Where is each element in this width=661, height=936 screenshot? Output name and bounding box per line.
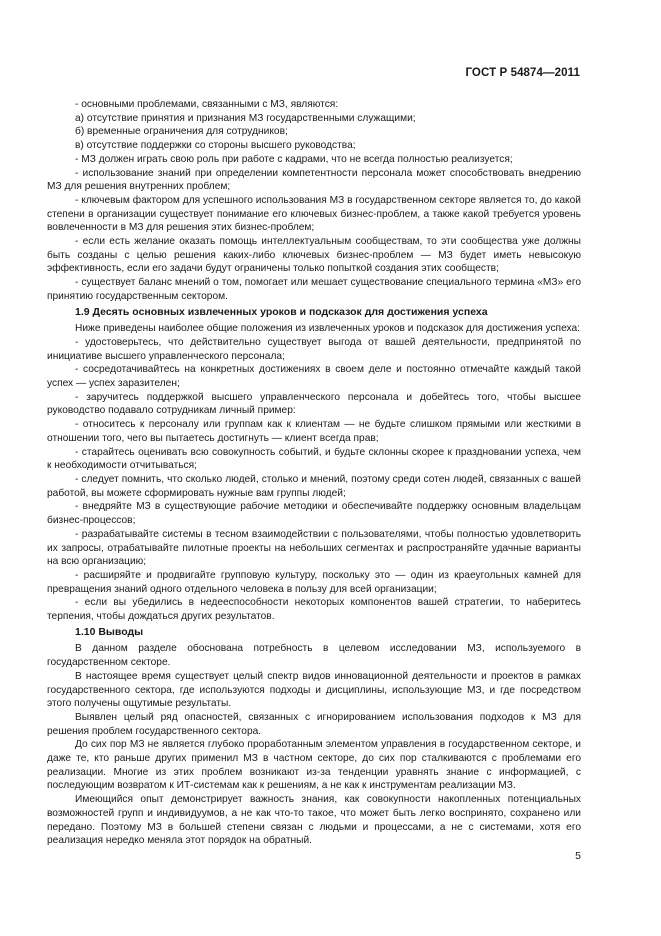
page-number: 5 [575, 850, 581, 862]
paragraph: Имеющийся опыт демонстрирует важность знания, как совокупности накопленных потенциальных возможностей групп и индивидуумов, а не как что-то такое, что может быть легко воспринято, сохранено или передано. Поэтому МЗ в большей степени связан с людьми и процессами, а не с системами, хотя его реализация нередко меняла этот порядок на обратный. [47, 794, 581, 847]
list-item: - разрабатывайте системы в тесном взаимодействии с пользователями, чтобы полностью удовлетворить их запросы, отрабатывайте пилотные проекты на небольших сегментах и распространяйте удачные варианты на всю организацию; [47, 528, 581, 568]
section-heading-1-10: 1.10 Выводы [75, 625, 144, 638]
list-item: б) временные ограничения для сотрудников; [75, 126, 288, 138]
paragraph: В данном разделе обоснована потребность в целевом исследовании МЗ, используемого в государственном секторе. [47, 643, 581, 669]
list-item: - если вы убедились в недееспособности некоторых компонентов вашей стратегии, то наберитесь терпения, чтобы дождаться других результатов. [47, 597, 581, 623]
paragraph: До сих пор МЗ не является глубоко проработанным элементом управления в государственном секторе, и даже те, кто раньше других применил МЗ в частном секторе, до сих пор сталкиваются с проблемами его реализации. Многие из этих проблем возникают из-за тенденции уравнять знание с информацией, с последующим возвратом к ИТ-системам как к решениям, а не как к инструментам реализации МЗ. [47, 739, 581, 792]
list-item: - следует помнить, что сколько людей, столько и мнений, поэтому среди сотен людей, связанных с вашей работой, вы можете сформировать нужные вам группы людей; [47, 473, 581, 499]
list-item: - существует баланс мнений о том, помогает или мешает существование специального термина «МЗ» его принятию государственным сектором. [47, 277, 581, 302]
paragraph: Выявлен целый ряд опасностей, связанных с игнорированием использования подходов к МЗ для решения проблем государственного сектора. [47, 711, 581, 737]
list-item: - расширяйте и продвигайте групповую культуру, поскольку это — один из краеугольных камней для превращения знаний одного отдельного человека в пользу для всей организации; [47, 569, 581, 595]
list-item: - основными проблемами, связанными с МЗ, являются: [75, 99, 339, 110]
document-header: ГОСТ Р 54874—2011 [465, 67, 580, 79]
list-item: - сосредотачивайтесь на конкретных достижениях в своем деле и постоянно отмечайте каждый такой успех — успех заразителен; [47, 364, 581, 390]
paragraph: Ниже приведены наиболее общие положения из извлеченных уроков и подсказок для достижения успеха: [75, 323, 580, 335]
list-item: - использование знаний при определении компетентности персонала может способствовать внедрению МЗ для решения внутренних проблем; [47, 167, 581, 193]
section-heading-1-9: 1.9 Десять основных извлеченных уроков и подсказок для достижения успеха [75, 305, 488, 318]
list-item: - относитесь к персоналу или группам как к клиентам — не будьте слишком прямыми или жесткими в отношении того, чего вы пытаетесь достигнуть — клиент всегда прав; [47, 419, 581, 444]
list-item: а) отсутствие принятия и признания МЗ государственными служащими; [75, 112, 416, 124]
list-item: - внедряйте МЗ в существующие рабочие методики и обеспечивайте поддержку основным владельцам бизнес-процессов; [47, 501, 581, 527]
list-item: - старайтесь оценивать всю совокупность событий, и будьте склонны скорее к праздновании успеха, чем к необходимости отчитываться; [47, 446, 581, 472]
list-item: в) отсутствие поддержки со стороны высшего руководства; [75, 140, 356, 152]
list-item: - МЗ должен играть свою роль при работе с кадрами, что не всегда полностью реализуется; [75, 153, 513, 165]
document-body [47, 98, 581, 848]
list-item: - ключевым фактором для успешного использования МЗ в государственном секторе является то, до какой степени в организации существует понимание его ключевых бизнес-проблем, а также какой требуется уровень вовлеченности в МЗ для решения этих бизнес-проблем; [47, 194, 581, 234]
list-item: - заручитесь поддержкой высшего управленческого персонала и добейтесь того, чтобы высшее руководство подавало сотрудникам личный пример: [47, 391, 581, 417]
list-item: - удостоверьтесь, что действительно существует выгода от вашей деятельности, предпринятой по инициативе высшего управленческого персонала; [47, 336, 581, 362]
list-item: - если есть желание оказать помощь интеллектуальным сообществам, то эти сообщества уже должны быть созданы с целью решения каких-либо ключевых бизнес-проблем — МЗ будет иметь невысокую эффективность, если его задачи будут ограничены только попыткой создания этих сообществ; [47, 236, 581, 275]
paragraph: В настоящее время существует целый спектр видов инновационной деятельности и проектов в рамках государственного сектора, где используются подходы и дисциплины, использующие МЗ, и где посредством этого получены ощутимые результаты. [47, 670, 581, 710]
